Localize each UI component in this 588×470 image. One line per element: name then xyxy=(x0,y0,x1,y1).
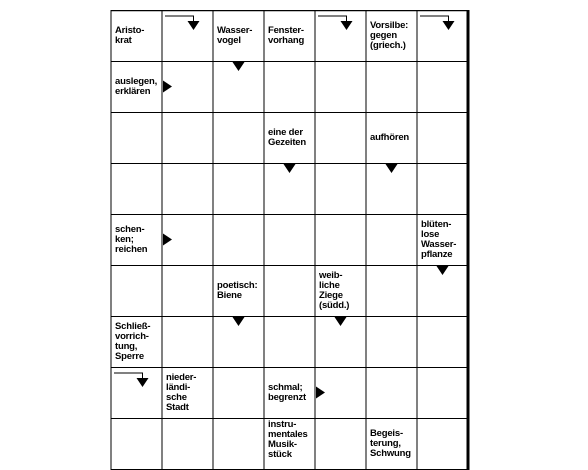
clue-line: tung, xyxy=(115,340,138,352)
arrow-corner-stem xyxy=(420,16,449,21)
clue-line: lose xyxy=(421,228,440,240)
clue-auslegen xyxy=(115,77,160,97)
clue-line: terung, xyxy=(370,437,401,449)
arrow-right-head xyxy=(163,234,172,246)
clue-line: blüten- xyxy=(421,218,452,230)
clue-line: Fenster- xyxy=(268,24,304,36)
clue-line: liche xyxy=(319,279,340,291)
clue-line: auslegen, xyxy=(115,75,158,87)
clue-line: Stadt xyxy=(166,401,189,413)
clue-line: Ziege xyxy=(319,289,343,301)
arrow-corner-down-icon xyxy=(420,16,455,30)
clue-wasservogel xyxy=(217,26,262,46)
clue-line: (südd.) xyxy=(319,299,350,311)
clue-line: Gezeiten xyxy=(268,136,306,148)
arrow-corner-stem xyxy=(114,373,143,378)
arrow-right-head xyxy=(163,81,172,93)
clue-line: Sperre xyxy=(115,350,144,362)
clue-schmal xyxy=(268,383,313,403)
clue-line: ken; xyxy=(115,233,134,245)
clue-tageszeit xyxy=(268,128,313,148)
clue-line: aufhören xyxy=(370,131,410,143)
arrow-down-head xyxy=(233,62,245,71)
arrow-corner-head xyxy=(137,378,149,387)
clue-line: Biene xyxy=(217,289,242,301)
clue-ziege xyxy=(319,271,364,311)
clue-line: pflanze xyxy=(421,248,453,260)
arrow-down-icon xyxy=(437,266,449,275)
clue-line: Begeis- xyxy=(370,427,403,439)
arrow-down-head xyxy=(386,164,398,173)
clue-line: ländi- xyxy=(166,381,191,393)
clue-line: reichen xyxy=(115,243,148,255)
clue-line: begrenzt xyxy=(268,391,306,403)
arrow-down-icon xyxy=(233,317,245,326)
clue-musikstueck xyxy=(268,420,313,460)
arrow-down-icon xyxy=(284,164,296,173)
clue-line: gegen xyxy=(370,29,397,41)
clue-line: Wasser- xyxy=(217,24,253,36)
clue-line: krat xyxy=(115,34,132,46)
arrow-down-icon xyxy=(386,164,398,173)
clue-line: Schließ- xyxy=(115,320,151,332)
clue-line: eine der xyxy=(268,126,303,138)
clue-begeisterung xyxy=(370,429,415,459)
arrow-right-icon xyxy=(163,81,172,93)
clue-line: Aristo- xyxy=(115,24,145,36)
clue-aristokrat xyxy=(115,26,160,46)
clue-line: Schwung xyxy=(370,447,411,459)
arrow-down-icon xyxy=(233,62,245,71)
arrow-down-head xyxy=(233,317,245,326)
arrow-corner-down-icon xyxy=(318,16,353,30)
arrow-right-icon xyxy=(163,234,172,246)
arrow-corner-down-icon xyxy=(165,16,200,30)
arrow-corner-head xyxy=(443,21,455,30)
clue-line: schmal; xyxy=(268,381,303,393)
arrow-right-head xyxy=(316,387,325,399)
clue-vorsilbe xyxy=(370,21,415,51)
clue-line: Musik- xyxy=(268,439,297,450)
clue-line: schen- xyxy=(115,223,145,235)
clue-line: sche xyxy=(166,391,187,403)
clue-aufhoeren xyxy=(370,133,415,143)
clue-line: vorrich- xyxy=(115,330,149,342)
clue-line: nieder- xyxy=(166,371,197,383)
crossword-grid xyxy=(110,10,470,470)
clue-sperre xyxy=(115,322,160,362)
clue-biene xyxy=(217,281,262,301)
clue-line: poetisch: xyxy=(217,279,258,291)
clue-line: vorhang xyxy=(268,34,305,46)
clue-line: instru- xyxy=(268,419,297,430)
arrow-corner-head xyxy=(341,21,353,30)
clue-schenken xyxy=(115,225,160,255)
clue-line: vogel xyxy=(217,34,241,46)
clue-line: (griech.) xyxy=(370,39,406,51)
clue-wasserpflanze xyxy=(421,220,466,260)
arrow-corner-head xyxy=(188,21,200,30)
arrow-down-icon xyxy=(335,317,347,326)
arrow-down-head xyxy=(335,317,347,326)
arrow-corner-stem xyxy=(165,16,194,21)
arrow-right-icon xyxy=(316,387,325,399)
clue-line: Wasser- xyxy=(421,238,457,250)
clue-fenstervorhang xyxy=(268,26,313,46)
clue-line: mentales xyxy=(268,429,308,440)
clue-line: Vorsilbe: xyxy=(370,19,409,31)
clue-line: weib- xyxy=(319,269,343,281)
clue-line: stück xyxy=(268,449,292,460)
clue-line: erklären xyxy=(115,85,151,97)
clue-stadt xyxy=(166,373,211,413)
arrow-corner-down-icon xyxy=(114,373,149,387)
arrow-down-head xyxy=(284,164,296,173)
arrow-corner-stem xyxy=(318,16,347,21)
arrow-down-head xyxy=(437,266,449,275)
